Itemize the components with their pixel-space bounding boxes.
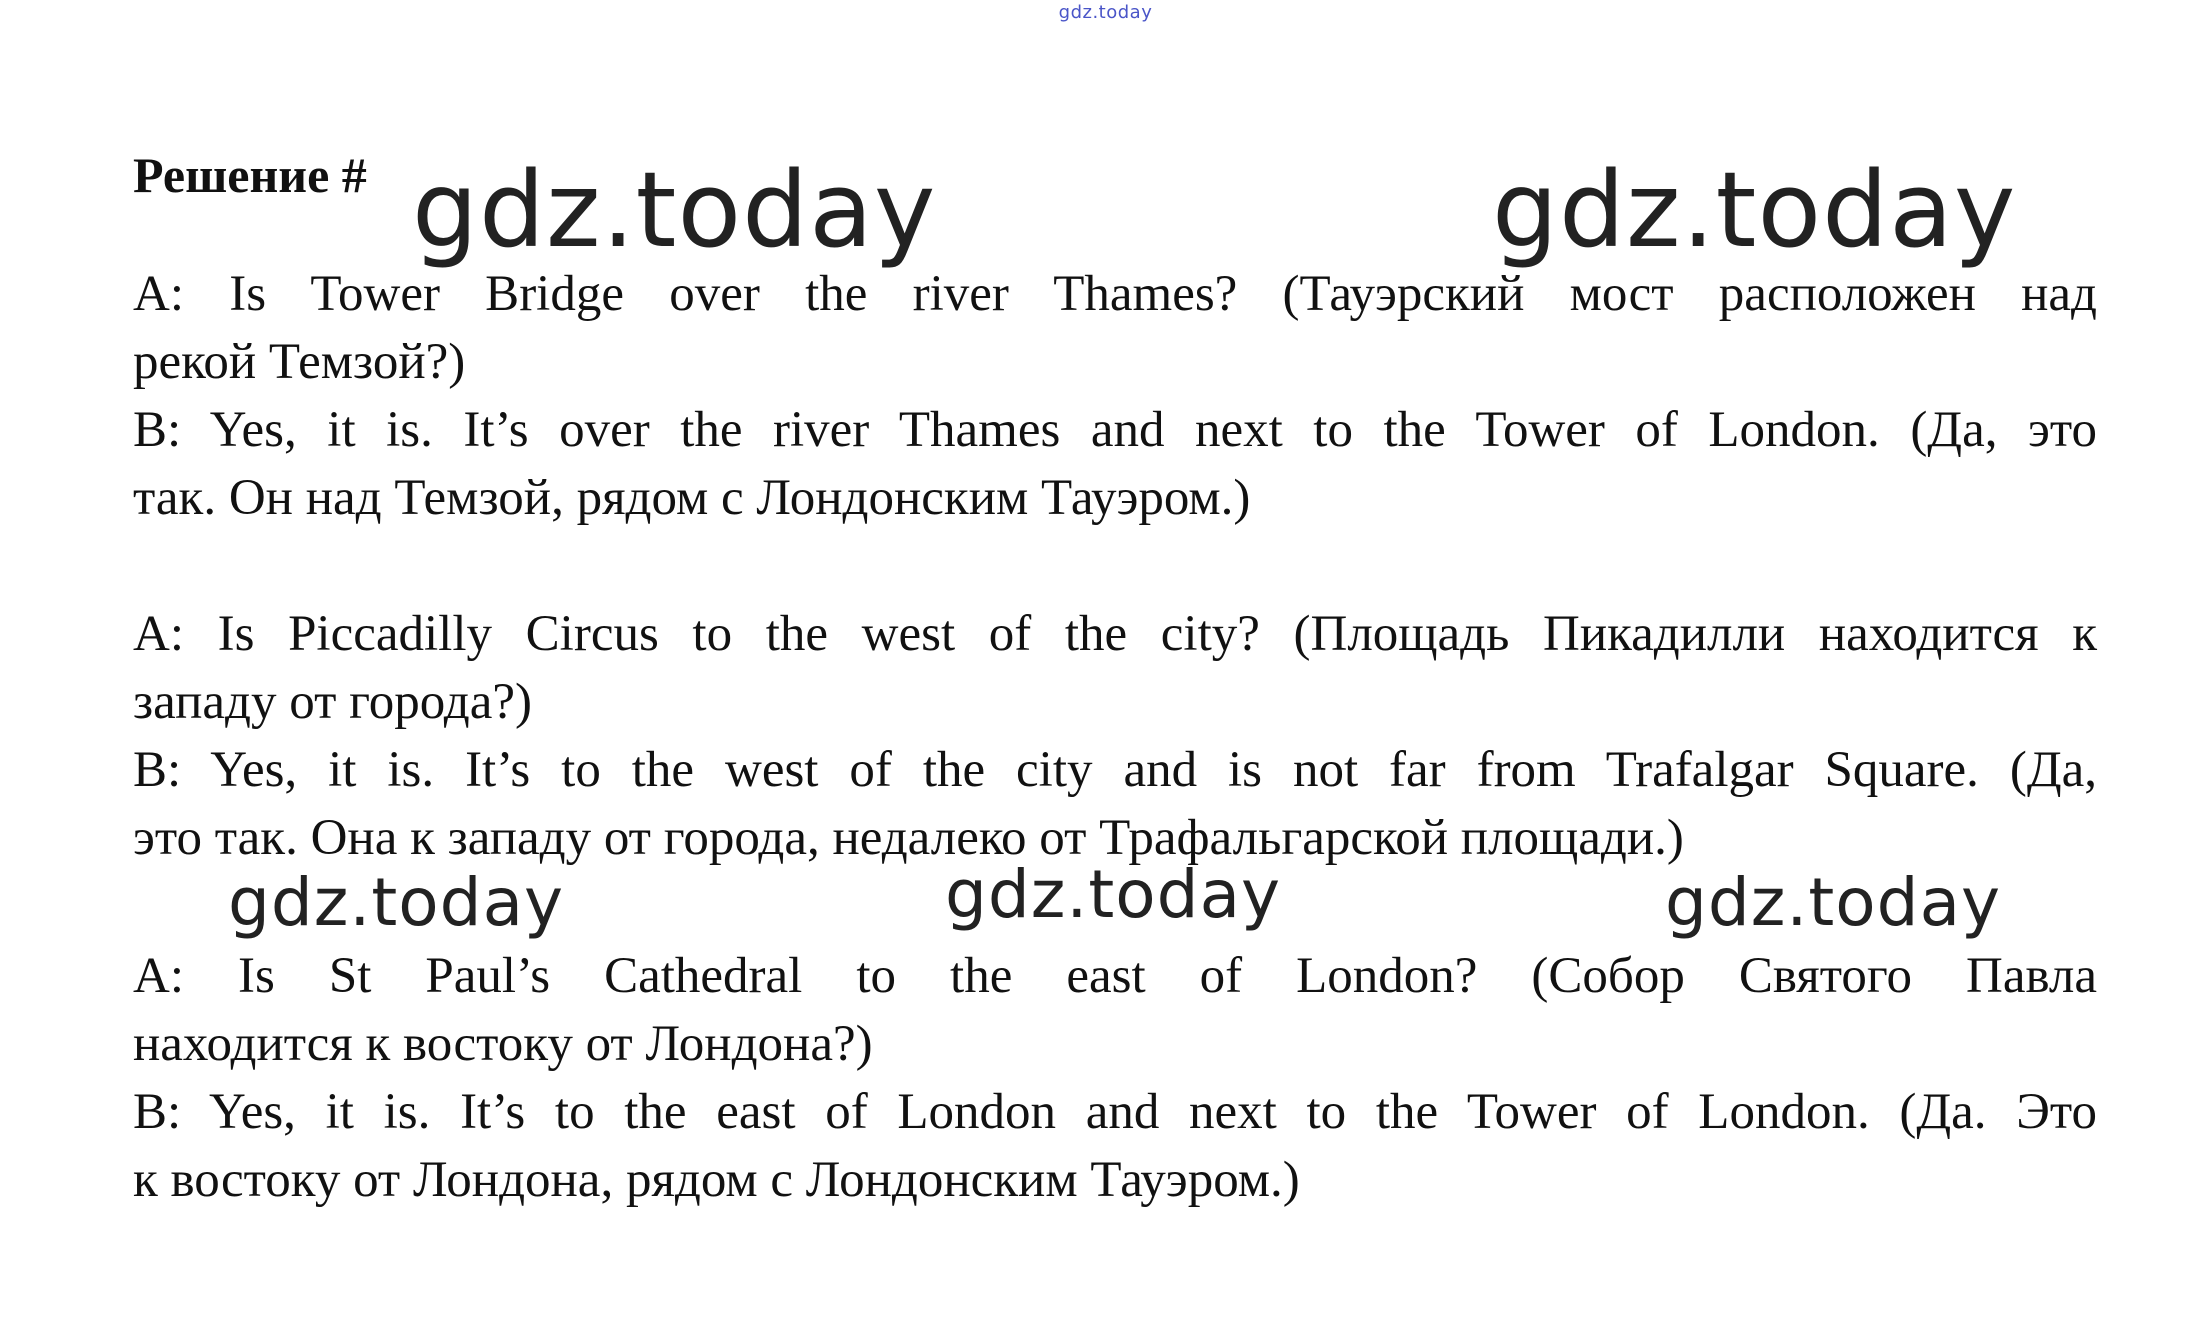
paragraph-gap [133, 532, 2097, 600]
answer-line: к востоку от Лондона, рядом с Лондонским Тауэром.) [133, 1152, 1300, 1208]
question-line: рекой Темзой?) [133, 334, 466, 390]
watermark: gdz.today [228, 864, 565, 941]
dialogue-block [133, 260, 2097, 532]
answer-line: это так. Она к западу от города, недалеко от Трафальгарской площади.) [133, 810, 1684, 866]
question-line: западу от города?) [133, 674, 532, 730]
answer-line: так. Он над Темзой, рядом с Лондонским Тауэром.) [133, 470, 1251, 526]
answer-line: B: Yes, it is. It’s over the river Thames and next to the Tower of London. (Да, это [133, 402, 2097, 458]
answer-line: B: Yes, it is. It’s to the west of the city and is not far from Trafalgar Square. (Да, [133, 742, 2097, 798]
solution-text [133, 260, 2097, 1214]
watermark: gdz.today [945, 856, 1282, 933]
answer-line: B: Yes, it is. It’s to the east of London and next to the Tower of London. (Да. Это [133, 1084, 2097, 1140]
dialogue-block [133, 600, 2097, 872]
watermark: gdz.today [412, 149, 937, 271]
site-mark: gdz.today [1058, 2, 1153, 23]
solution-heading: Решение # [133, 147, 367, 203]
question-line: находится к востоку от Лондона?) [133, 1016, 873, 1072]
question-line: A: Is Piccadilly Circus to the west of the city? (Площадь Пикадилли находится к [133, 606, 2097, 662]
paragraph-gap [133, 864, 2097, 942]
watermark: gdz.today [1492, 149, 2017, 271]
watermark: gdz.today [1665, 864, 2002, 941]
question-line: A: Is Tower Bridge over the river Thames? (Тауэрский мост расположен над [133, 266, 2097, 322]
question-line: A: Is St Paul’s Cathedral to the east of London? (Собор Святого Павла [133, 948, 2097, 1004]
dialogue-block [133, 942, 2097, 1214]
